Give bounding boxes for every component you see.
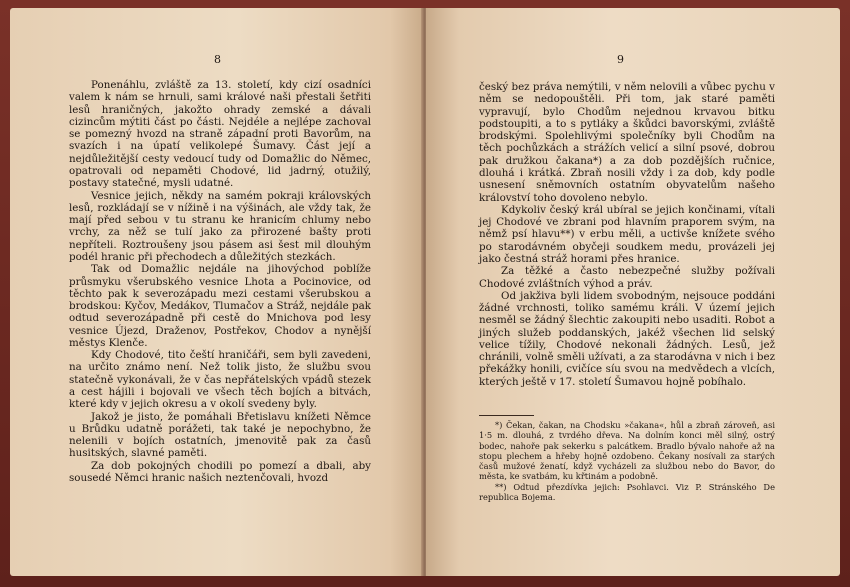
paragraph: český bez práva nemýtili, v něm nelovili a vůbec pychu v něm se nedopouštěli. Při tom, jak staré paměti vypravují, bylo Chodům nejednou krvavou bitku podstoupiti, a to s pytláky a škůdci bavorskými, zvláště brodskými. Spolehlivými společníky byli Chodům na těch pochůzkách a strážích velicí a silní psové, dobrou pak družkou čakana*) a za dob pozdějších ručnice, dlouhá i krátká. Zbraň nosili vždy i za dob, kdy podle usnesení sněmovních ostatním obyvatelům našeho království toho dovoleno nebylo. [479,81,775,204]
right-page [426,8,840,576]
paragraph: Jakož je jisto, že pomáhali Břetislavu knížeti Němce u Brůdku udatně porážeti, tak také je nepochybno, že nelenili v bojích ostatních, jmenovitě pak za časů husitských, slavné paměti. [69,410,371,460]
left-page [10,8,423,576]
footnote-rule [479,415,534,416]
paragraph: Tak od Domažlic nejdále na jihovýchod poblíže průsmyku všerubského vesnice Lhota a Pocinovice, od těchto pak k severozápadu mezi cestami všerubskou a brodskou: Kyčov, Medákov, Tlumačov a Stráž, nejdále pak odtud severozápadně při cestě do Mnichova pod lesy vesnice Újezd, Draženov, Postřekov, Chodov a nynější městys Klenče. [69,263,371,349]
footnote: **) Odtud přezdívka jejich: Psohlavci. Viz P. Stránského De republica Bojema. [479,481,775,503]
paragraph: Ponenáhlu, zvláště za 13. století, kdy cizí osadníci valem k nám se hrnuli, sami králové naši přestali šetřiti lesů hraničných, jakožto ohrady zemské a dávali cizincům mýtiti část po části. Nejdéle a nejlépe zachoval se pomezný hvozd na straně západní proti Bavorům, na svazích i na úpatí velikolepé Šumavy. Část její a nejdůležitější cesty vedoucí tudy od Domažlic do Němec, opatrovali od nepaměti Chodové, lid jadrný, otužilý, postavy statečné, mysli udatné. [69,79,371,190]
footnotes [479,415,775,502]
page-number: 9 [617,53,625,66]
page-number: 8 [214,53,222,66]
paragraph: Vesnice jejich, někdy na samém pokraji královských lesů, rozkládají se v nížině i na výšinách, ale vždy tak, že mají před sebou v tu stranu ke hranicím chlumy nebo vrchy, za něž se tulí jako za přirozené bašty proti nepříteli. Roztroušeny jsou pásem asi šest mil dlouhým podél hranic při přechodech a důležitých stezkách. [69,189,371,263]
page-body-text [479,81,775,388]
footnote: *) Čekan, čakan, na Chodsku »čakana«, hůl a zbraň zároveň, asi 1·5 m. dlouhá, z tvrdého dřeva. Na dolním konci měl silný, ostrý bodec, nahoře pak sekerku s palcátkem. Bradlo bývalo nahoře až na stopu plechem a hřeby hojně ozdobeno. Čekany nosívali za starých časů mužové ženatí, když vycházeli za službou nebo do Bavor, do města, ke svatbám, ku křtinám a podobně. [479,420,775,482]
paragraph: Kdy Chodové, tito čeští hraničáři, sem byli zavedeni, na určito známo není. Než tolik jisto, že službu svou statečně vykonávali, že v čas nepřátelských vpádů stezek a cest hájili i bojovali ve všech těch bojích a bitvách, které kdy v jejich okresu a v okolí svedeny byly. [69,349,371,411]
paragraph: Za dob pokojných chodili po pomezí a dbali, aby sousedé Němci hranic našich neztenčovali, hvozd [69,459,371,484]
paragraph: Od jakživa byli lidem svobodným, nejsouce poddáni žádné vrchnosti, toliko samému králi. V území jejich nesměl se žádný šlechtic zakoupiti nebo usaditi. Robot a jiných služeb poddanských, jakéž všechen lid selský velice tížily, Chodové nekonali žádných. Lesů, jež chránili, volně směli užívati, a za starodávna v nich i bez překážky honili, cvičíce síu svou na medvědech a vlcích, kterých ještě v 17. století Šumavou hojně pobíhalo. [479,289,775,388]
paragraph: Za těžké a často nebezpečné služby požívali Chodové zvláštních výhod a práv. [479,265,775,290]
paragraph: Kdykoliv český král ubíral se jejich končinami, vítali jej Chodové ve zbrani pod hlavním praporem svým, na němž psí hlavu**) v erbu měli, a uctivše knížete svého po starodávném obyčeji soudkem medu, provázeli jej jako čestná stráž horami přes hranice. [479,203,775,265]
page-body-text [69,79,371,484]
